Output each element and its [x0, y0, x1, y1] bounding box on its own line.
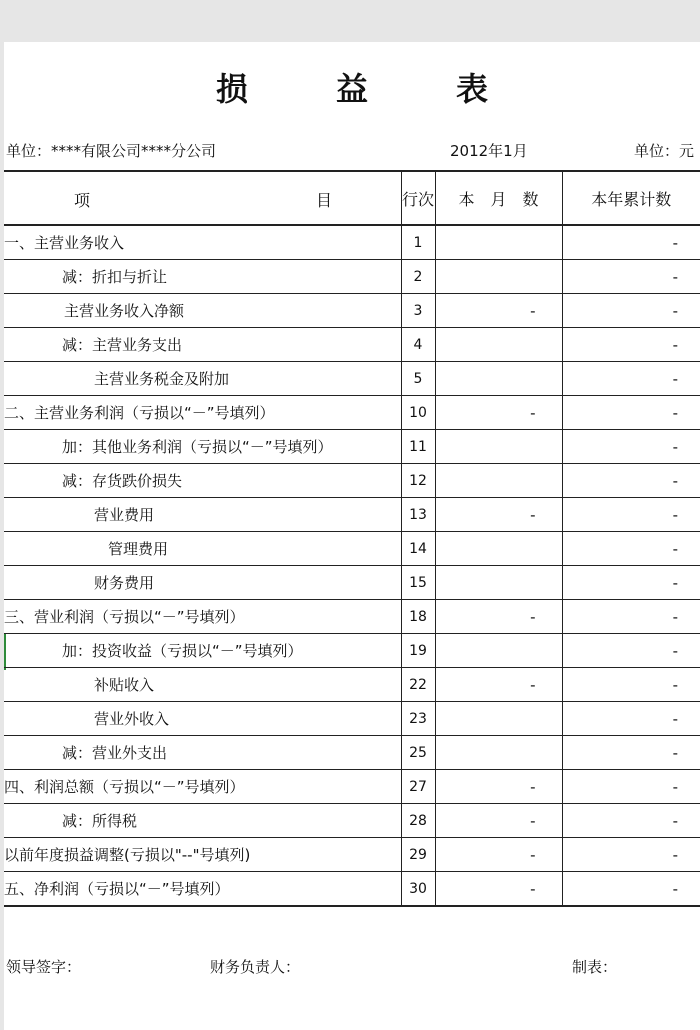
row-label-text: 管理费用 [108, 540, 169, 558]
row-label[interactable] [4, 430, 401, 464]
table-row [4, 328, 700, 362]
row-label[interactable] [4, 532, 401, 566]
row-line-number[interactable] [401, 634, 435, 668]
row-label-text: 减：主营业务支出 [62, 336, 183, 354]
finance-signature-label: 财务负责人： [210, 958, 301, 976]
row-label-text: 减：营业外支出 [62, 744, 168, 762]
title-char-1: 损 [216, 70, 249, 108]
row-line-number[interactable] [401, 464, 435, 498]
row-label[interactable] [4, 566, 401, 600]
row-ytd-value[interactable] [562, 396, 700, 430]
row-label[interactable] [4, 838, 401, 872]
row-month-value[interactable] [435, 294, 562, 328]
row-ytd-value-text: - [672, 743, 678, 762]
row-label-text: 三、营业利润（亏损以“－”号填列） [4, 608, 245, 626]
row-label-text: 以前年度损益调整(亏损以"--"号填列) [4, 846, 251, 864]
row-label-text: 减：折扣与折让 [62, 268, 168, 286]
table-row [4, 736, 700, 770]
row-label[interactable] [4, 600, 401, 634]
table-row [4, 362, 700, 396]
row-line-number-text: 1 [413, 234, 423, 251]
table-row [4, 396, 700, 430]
row-ytd-value[interactable] [562, 872, 700, 907]
title-char-3: 表 [456, 70, 489, 108]
row-ytd-value[interactable] [562, 532, 700, 566]
row-ytd-value[interactable] [562, 225, 700, 260]
row-label-text: 主营业务税金及附加 [94, 370, 230, 388]
row-line-number-text: 11 [409, 438, 427, 455]
row-line-number-text: 10 [409, 404, 427, 421]
row-label[interactable] [4, 668, 401, 702]
row-ytd-value[interactable] [562, 770, 700, 804]
table-row [4, 668, 700, 702]
row-label[interactable] [4, 464, 401, 498]
row-label-text: 补贴收入 [94, 676, 155, 694]
row-ytd-value[interactable] [562, 668, 700, 702]
row-label-text: 营业外收入 [94, 710, 170, 728]
row-line-number[interactable] [401, 294, 435, 328]
table-row [4, 702, 700, 736]
row-ytd-value-text: - [672, 505, 678, 524]
row-line-number[interactable] [401, 566, 435, 600]
row-label[interactable] [4, 702, 401, 736]
header-line-no: 行次 [401, 171, 435, 225]
header-item-right: 目 [316, 191, 333, 210]
row-month-value[interactable] [435, 362, 562, 396]
row-line-number[interactable] [401, 736, 435, 770]
row-label[interactable] [4, 396, 401, 430]
row-month-value[interactable] [435, 260, 562, 294]
row-ytd-value[interactable] [562, 804, 700, 838]
row-label-text: 加：投资收益（亏损以“－”号填列） [62, 642, 303, 660]
row-label-text: 加：其他业务利润（亏损以“－”号填列） [62, 438, 333, 456]
row-month-value[interactable] [435, 804, 562, 838]
row-month-value[interactable] [435, 702, 562, 736]
row-ytd-value-text: - [672, 403, 678, 422]
row-ytd-value-text: - [672, 777, 678, 796]
row-ytd-value[interactable] [562, 294, 700, 328]
row-month-value-text: - [530, 845, 536, 864]
row-ytd-value-text: - [672, 573, 678, 592]
table-row [4, 294, 700, 328]
row-month-value[interactable] [435, 736, 562, 770]
row-ytd-value[interactable] [562, 566, 700, 600]
row-ytd-value[interactable] [562, 430, 700, 464]
row-line-number-text: 3 [413, 302, 423, 319]
table-row [4, 872, 700, 907]
row-line-number[interactable] [401, 430, 435, 464]
table-row [4, 430, 700, 464]
row-month-value-text: - [530, 675, 536, 694]
row-month-value-text: - [530, 505, 536, 524]
row-ytd-value-text: - [672, 471, 678, 490]
row-label[interactable] [4, 736, 401, 770]
row-line-number-text: 22 [409, 676, 427, 693]
table-row [4, 464, 700, 498]
header-ytd: 本年累计数 [562, 171, 700, 225]
row-ytd-value[interactable] [562, 634, 700, 668]
row-line-number-text: 19 [409, 642, 427, 659]
row-line-number-text: 13 [409, 506, 427, 523]
row-line-number-text: 14 [409, 540, 427, 557]
row-label-text: 四、利润总额（亏损以“－”号填列） [4, 778, 245, 796]
row-ytd-value-text: - [672, 811, 678, 830]
row-label[interactable] [4, 872, 401, 907]
row-line-number-text: 30 [409, 880, 427, 897]
table-row [4, 770, 700, 804]
row-month-value[interactable] [435, 430, 562, 464]
row-label[interactable] [4, 328, 401, 362]
row-ytd-value-text: - [672, 301, 678, 320]
row-label-text: 五、净利润（亏损以“－”号填列） [4, 880, 230, 898]
header-month: 本 月 数 [435, 171, 562, 225]
row-label-text: 主营业务收入净额 [64, 302, 185, 320]
table-row [4, 634, 700, 668]
row-month-value[interactable] [435, 838, 562, 872]
row-ytd-value[interactable] [562, 260, 700, 294]
row-line-number[interactable] [401, 328, 435, 362]
row-ytd-value-text: - [672, 437, 678, 456]
row-line-number-text: 29 [409, 846, 427, 863]
row-month-value[interactable] [435, 634, 562, 668]
row-line-number-text: 4 [413, 336, 423, 353]
row-line-number-text: 2 [413, 268, 423, 285]
company-label: 单位：****有限公司****分公司 [6, 142, 217, 160]
row-ytd-value-text: - [672, 369, 678, 388]
row-ytd-value[interactable] [562, 362, 700, 396]
report-title [4, 64, 700, 114]
row-ytd-value[interactable] [562, 600, 700, 634]
row-line-number-text: 18 [409, 608, 427, 625]
row-ytd-value-text: - [672, 539, 678, 558]
row-label[interactable] [4, 260, 401, 294]
row-label[interactable] [4, 225, 401, 260]
period-label: 2012年1月 [450, 142, 528, 160]
row-line-number-text: 27 [409, 778, 427, 795]
title-char-2: 益 [336, 70, 369, 108]
row-line-number[interactable] [401, 362, 435, 396]
row-label-text: 营业费用 [94, 506, 155, 524]
row-ytd-value-text: - [672, 335, 678, 354]
row-ytd-value-text: - [672, 641, 678, 660]
row-month-value[interactable] [435, 872, 562, 907]
row-label-text: 一、主营业务收入 [4, 234, 125, 252]
table-row [4, 600, 700, 634]
row-ytd-value[interactable] [562, 328, 700, 362]
row-label[interactable] [4, 294, 401, 328]
leader-signature-label: 领导签字： [6, 958, 82, 976]
row-line-number-text: 5 [413, 370, 423, 387]
row-month-value[interactable] [435, 498, 562, 532]
row-month-value[interactable] [435, 225, 562, 260]
row-month-value-text: - [530, 607, 536, 626]
row-ytd-value-text: - [672, 267, 678, 286]
row-ytd-value[interactable] [562, 702, 700, 736]
row-month-value-text: - [530, 811, 536, 830]
unit-label: 单位：元 [634, 142, 695, 160]
row-line-number[interactable] [401, 532, 435, 566]
header-item [4, 171, 401, 225]
row-line-number-text: 15 [409, 574, 427, 591]
table-row [4, 804, 700, 838]
report-sheet [4, 42, 700, 1030]
row-ytd-value[interactable] [562, 838, 700, 872]
row-month-value[interactable] [435, 396, 562, 430]
row-line-number[interactable] [401, 838, 435, 872]
row-month-value-text: - [530, 879, 536, 898]
row-month-value-text: - [530, 301, 536, 320]
row-line-number[interactable] [401, 702, 435, 736]
row-label[interactable] [4, 634, 401, 668]
row-line-number[interactable] [401, 804, 435, 838]
row-line-number-text: 23 [409, 710, 427, 727]
row-label[interactable] [4, 498, 401, 532]
row-ytd-value-text: - [672, 879, 678, 898]
row-label-text: 减：存货跌价损失 [62, 472, 183, 490]
row-label-text: 财务费用 [94, 574, 155, 592]
row-ytd-value-text: - [672, 607, 678, 626]
row-month-value[interactable] [435, 668, 562, 702]
table-row [4, 498, 700, 532]
row-line-number[interactable] [401, 396, 435, 430]
row-label[interactable] [4, 804, 401, 838]
row-line-number[interactable] [401, 668, 435, 702]
header-item-left: 项 [74, 191, 91, 210]
row-ytd-value[interactable] [562, 736, 700, 770]
row-ytd-value-text: - [672, 709, 678, 728]
row-line-number[interactable] [401, 872, 435, 907]
row-line-number[interactable] [401, 600, 435, 634]
table-row [4, 225, 700, 260]
row-label-text: 二、主营业务利润（亏损以“－”号填列） [4, 404, 275, 422]
row-month-value[interactable] [435, 328, 562, 362]
table-row [4, 566, 700, 600]
preparer-signature-label: 制表： [572, 958, 618, 976]
row-month-value[interactable] [435, 464, 562, 498]
row-ytd-value[interactable] [562, 498, 700, 532]
row-label[interactable] [4, 362, 401, 396]
row-month-value[interactable] [435, 600, 562, 634]
row-line-number[interactable] [401, 770, 435, 804]
row-month-value[interactable] [435, 532, 562, 566]
row-month-value-text: - [530, 777, 536, 796]
row-label[interactable] [4, 770, 401, 804]
row-line-number-text: 25 [409, 744, 427, 761]
table-row [4, 838, 700, 872]
row-line-number-text: 12 [409, 472, 427, 489]
row-ytd-value-text: - [672, 675, 678, 694]
row-line-number[interactable] [401, 498, 435, 532]
row-ytd-value[interactable] [562, 464, 700, 498]
table-row [4, 532, 700, 566]
row-month-value[interactable] [435, 770, 562, 804]
row-ytd-value-text: - [672, 845, 678, 864]
row-ytd-value-text: - [672, 233, 678, 252]
row-line-number[interactable] [401, 225, 435, 260]
row-line-number-text: 28 [409, 812, 427, 829]
row-month-value[interactable] [435, 566, 562, 600]
row-label-text: 减：所得税 [62, 812, 138, 830]
row-line-number[interactable] [401, 260, 435, 294]
table-header-row [4, 171, 700, 225]
income-statement-table [4, 170, 700, 907]
row-month-value-text: - [530, 403, 536, 422]
table-row [4, 260, 700, 294]
